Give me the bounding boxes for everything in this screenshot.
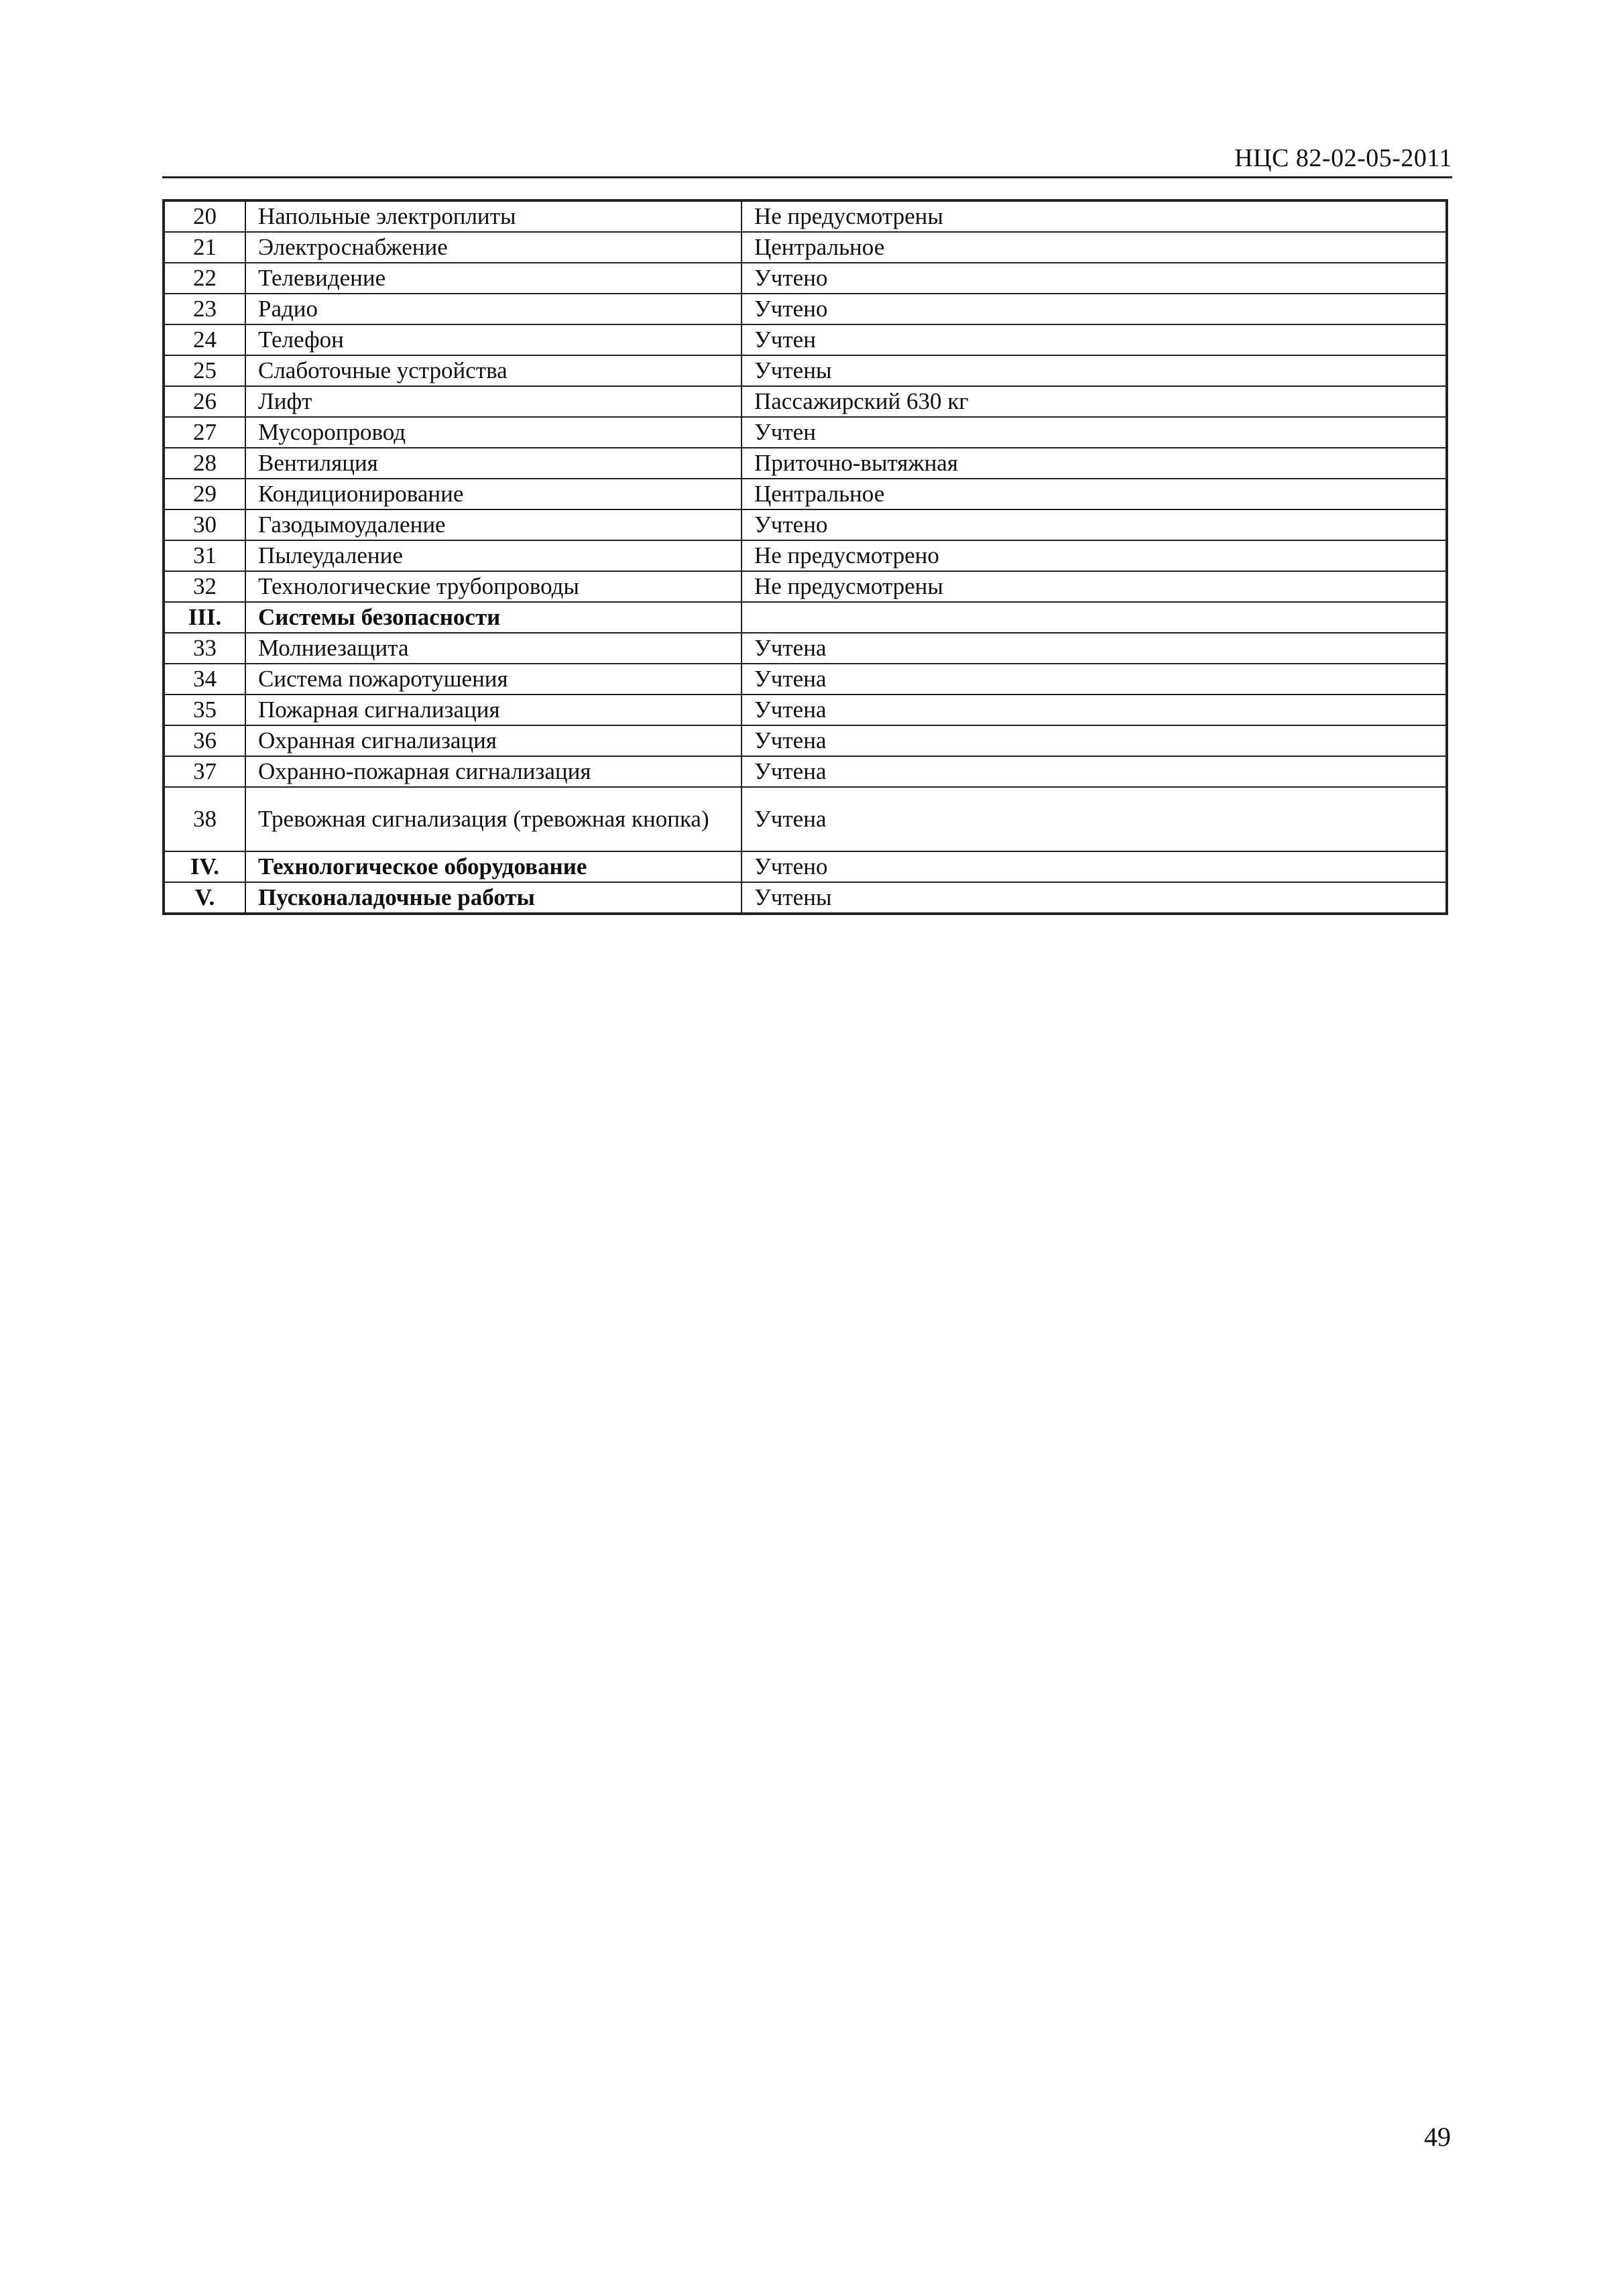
row-name: Мусоропровод <box>245 417 742 448</box>
section-title: Системы безопасности <box>245 602 742 633</box>
row-name: Напольные электроплиты <box>245 200 742 232</box>
table-row <box>164 324 1447 355</box>
row-name: Газодымоудаление <box>245 509 742 540</box>
row-number: 28 <box>164 448 245 479</box>
table-row <box>164 787 1447 851</box>
table-row <box>164 355 1447 386</box>
row-value: Учтена <box>742 694 1447 725</box>
row-name: Телефон <box>245 324 742 355</box>
row-value: Учтено <box>742 851 1447 882</box>
row-number: 26 <box>164 386 245 417</box>
row-number: 23 <box>164 294 245 324</box>
row-value: Центральное <box>742 232 1447 263</box>
table-row <box>164 664 1447 694</box>
row-value: Центральное <box>742 479 1447 509</box>
row-number: 33 <box>164 633 245 664</box>
table-row <box>164 633 1447 664</box>
row-number: 20 <box>164 200 245 232</box>
page-number: 49 <box>1424 2122 1451 2152</box>
row-value: Учтены <box>742 355 1447 386</box>
row-value: Учтена <box>742 725 1447 756</box>
row-number: 32 <box>164 571 245 602</box>
row-name: Охранная сигнализация <box>245 725 742 756</box>
table-row <box>164 694 1447 725</box>
table-row <box>164 756 1447 787</box>
section-row <box>164 851 1447 882</box>
row-name: Кондиционирование <box>245 479 742 509</box>
table-row <box>164 232 1447 263</box>
row-number: 27 <box>164 417 245 448</box>
table-row <box>164 263 1447 294</box>
row-name: Система пожаротушения <box>245 664 742 694</box>
row-value: Учтена <box>742 787 1447 851</box>
table-row <box>164 417 1447 448</box>
table-row <box>164 479 1447 509</box>
specification-table <box>162 199 1448 915</box>
row-number: 24 <box>164 324 245 355</box>
row-value: Учтено <box>742 263 1447 294</box>
table-row <box>164 725 1447 756</box>
row-name: Лифт <box>245 386 742 417</box>
row-value: Учтено <box>742 294 1447 324</box>
row-value: Не предусмотрено <box>742 540 1447 571</box>
row-name: Телевидение <box>245 263 742 294</box>
page-header <box>162 137 1452 178</box>
section-title: Пусконаладочные работы <box>245 882 742 914</box>
row-value: Учтен <box>742 417 1447 448</box>
row-number: 36 <box>164 725 245 756</box>
row-value: Учтены <box>742 882 1447 914</box>
row-name: Электроснабжение <box>245 232 742 263</box>
row-value: Учтена <box>742 664 1447 694</box>
row-number: 35 <box>164 694 245 725</box>
section-number: III. <box>164 602 245 633</box>
table-row <box>164 294 1447 324</box>
section-number: IV. <box>164 851 245 882</box>
row-name: Пылеудаление <box>245 540 742 571</box>
section-number: V. <box>164 882 245 914</box>
row-number: 30 <box>164 509 245 540</box>
row-number: 22 <box>164 263 245 294</box>
row-name: Молниезащита <box>245 633 742 664</box>
row-name: Вентиляция <box>245 448 742 479</box>
table-row <box>164 509 1447 540</box>
section-row <box>164 882 1447 914</box>
row-name: Технологические трубопроводы <box>245 571 742 602</box>
table-row <box>164 540 1447 571</box>
row-number: 21 <box>164 232 245 263</box>
table-row <box>164 571 1447 602</box>
row-value: Учтена <box>742 756 1447 787</box>
row-number: 34 <box>164 664 245 694</box>
document-code: НЦС 82-02-05-2011 <box>1234 144 1452 172</box>
table-row <box>164 448 1447 479</box>
row-number: 38 <box>164 787 245 851</box>
section-title: Технологическое оборудование <box>245 851 742 882</box>
row-number: 31 <box>164 540 245 571</box>
row-name: Слаботочные устройства <box>245 355 742 386</box>
row-value: Пассажирский 630 кг <box>742 386 1447 417</box>
table-row <box>164 200 1447 232</box>
row-value: Учтено <box>742 509 1447 540</box>
row-name: Пожарная сигнализация <box>245 694 742 725</box>
row-value <box>742 602 1447 633</box>
row-value: Приточно-вытяжная <box>742 448 1447 479</box>
row-number: 25 <box>164 355 245 386</box>
row-value: Учтена <box>742 633 1447 664</box>
row-value: Учтен <box>742 324 1447 355</box>
row-value: Не предусмотрены <box>742 571 1447 602</box>
row-number: 29 <box>164 479 245 509</box>
row-name: Тревожная сигнализация (тревожная кнопка) <box>245 787 742 851</box>
row-number: 37 <box>164 756 245 787</box>
row-name: Радио <box>245 294 742 324</box>
row-value: Не предусмотрены <box>742 200 1447 232</box>
table-row <box>164 386 1447 417</box>
row-name: Охранно-пожарная сигнализация <box>245 756 742 787</box>
section-row <box>164 602 1447 633</box>
